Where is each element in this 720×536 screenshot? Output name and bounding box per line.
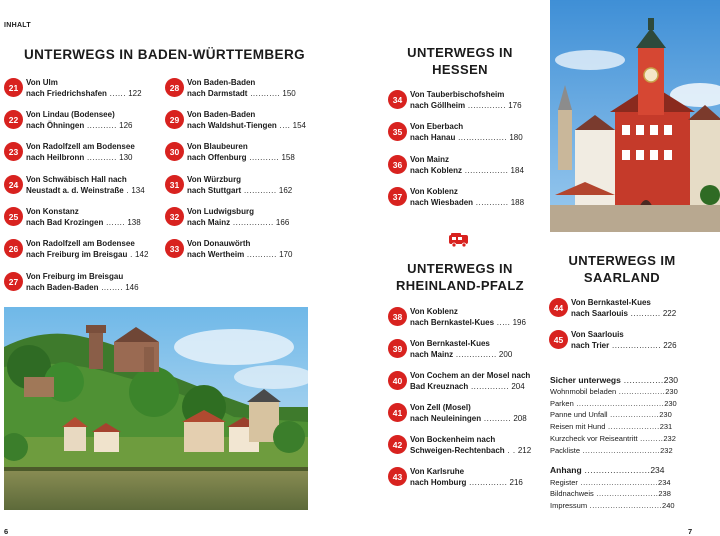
tour-number-badge: 36 [388,155,407,174]
tour-to-line [26,217,141,228]
tour-to: nach Saarlouis [571,309,628,318]
section-title-rlp [390,260,530,294]
tour-text [187,109,306,131]
tour-page: 170 [279,250,293,259]
tour-to: nach Heilbronn [26,153,85,162]
section-title-hessen [390,44,530,78]
tour-text [187,206,289,228]
misc-label: Kurzcheck vor Reiseantritt [550,434,638,443]
tour-text [26,206,141,228]
dot-leader: .............. [465,101,506,110]
tour-text [26,174,145,196]
misc-page: 238 [658,489,671,498]
tour-page: 146 [125,283,139,292]
tour-number-badge: 44 [549,298,568,317]
dot-leader: .............................. [580,446,661,455]
tour-to: Bad Kreuznach [410,382,469,391]
tour-to-line [571,308,676,319]
tour-to-line [410,381,530,392]
tour-page: 130 [119,153,133,162]
misc-item[interactable] [550,410,672,419]
section-title-bw: UNTERWEGS IN BADEN-WÜRTTEMBERG [24,47,305,62]
tour-from: Von Schwäbisch Hall nach [26,175,127,184]
misc-item[interactable] [550,478,671,487]
section-title-rlp-line2: RHEINLAND-PFALZ [395,278,525,293]
dot-leader: ...... [106,89,126,98]
misc-label: Bildnachweis [550,489,594,498]
tour-text [187,77,296,99]
tour-to: nach Mainz [410,350,454,359]
misc-page: 230 [659,410,672,419]
tour-to: Schweigen-Rechtenbach [410,446,505,455]
tour-to: nach Stuttgart [187,186,242,195]
dot-leader: ............................ [587,501,663,510]
misc-item[interactable] [550,399,677,408]
tour-to: nach Homburg [410,478,467,487]
tour-page: 166 [275,218,290,227]
dot-leader: .............. [466,478,508,487]
misc-item[interactable] [550,446,673,455]
dot-leader: .............. [468,382,510,391]
tour-text [410,89,522,111]
dot-leader: .................. [609,341,661,350]
tour-text [187,174,292,196]
section-title-saarland-line1: UNTERWEGS IM [568,253,676,268]
dot-leader: . [127,250,133,259]
misc-label: Register [550,478,578,487]
tour-page: 176 [508,101,522,110]
tour-from: Von Koblenz [410,187,458,196]
tour-number-badge: 27 [4,272,23,291]
tour-from: Von Eberbach [410,122,464,131]
tour-from: Von Mainz [410,155,449,164]
tour-number-badge: 33 [165,239,184,258]
dot-leader: ............ [241,186,277,195]
tour-to-line [26,185,145,196]
dot-leader: . [123,186,130,195]
tour-to: nach Bernkastel-Kues [410,318,495,327]
tour-to-line [187,120,306,131]
tour-number-badge: 31 [165,175,184,194]
tour-to: nach Trier [571,341,610,350]
tour-from: Von Konstanz [26,207,79,216]
tour-text [26,141,135,163]
tour-to: nach Offenburg [187,153,247,162]
misc-label: Panne und Unfall [550,410,608,419]
tour-page: 138 [127,218,141,227]
tour-number-badge: 38 [388,307,407,326]
tour-page: 216 [509,478,523,487]
misc-page: 231 [659,422,673,431]
misc-item[interactable] [550,501,675,510]
tour-from: Von Würzburg [187,175,242,184]
tour-page: 188 [510,198,525,207]
tour-to-line [26,88,142,99]
tour-from: Von Radolfzell am Bodensee [26,142,135,151]
page-number-left: 6 [4,527,9,536]
misc-page: 232 [663,434,676,443]
tour-to: nach Wiesbaden [410,198,474,207]
tour-from: Von Karlsruhe [410,467,465,476]
photo-castle-wertheim [4,307,308,510]
tour-text [410,466,523,488]
tour-text [410,154,524,176]
tour-number-badge: 26 [4,239,23,258]
misc-page: 240 [662,501,675,510]
tour-to: nach Freiburg im Breisgau [26,250,128,259]
tour-to: nach Neuleiningen [410,414,482,423]
tour-page: 162 [278,186,293,195]
tour-to-line [410,477,523,488]
dot-leader: ........... [246,153,280,162]
dot-leader: ......... [637,434,664,443]
tour-from: Von Tauberbischofsheim [410,90,505,99]
tour-to-line [571,340,677,351]
tour-number-badge: 43 [388,467,407,486]
tour-to: nach Waldshut-Tiengen [187,121,277,130]
tour-number-badge: 42 [388,435,407,454]
tour-to: nach Darmstadt [187,89,248,98]
dot-leader: ....................... [581,465,651,475]
dot-leader: ............... [453,350,497,359]
dot-leader: ................ [462,166,509,175]
tour-page: 126 [119,121,133,130]
tour-from: Von Freiburg im Breisgau [26,272,124,281]
tour-number-badge: 35 [388,122,407,141]
misc-label: Parken [550,399,574,408]
section-title-hessen-line1: UNTERWEGS IN [407,45,513,60]
tour-from: Von Donauwörth [187,239,251,248]
tour-text [26,271,139,293]
dot-leader: . . [504,446,516,455]
tour-number-badge: 40 [388,371,407,390]
dot-leader: ............... [230,218,274,227]
tour-from: Von Bernkastel-Kues [410,339,490,348]
tour-from: Von Zell (Mosel) [410,403,471,412]
tour-number-badge: 24 [4,175,23,194]
section-title-rlp-line1: UNTERWEGS IN [407,261,513,276]
tour-to-line [26,282,139,293]
dot-leader: ........... [244,250,277,259]
misc-page: 230 [664,399,677,408]
misc-label: Reisen mit Hund [550,422,606,431]
tour-to-line [410,445,531,456]
dot-leader: .............. [620,375,664,385]
dot-leader: ....... [103,218,126,227]
tour-number-badge: 25 [4,207,23,226]
dot-leader: ........................ [593,489,659,498]
tour-number-badge: 41 [388,403,407,422]
tour-to-line [187,152,295,163]
tour-page: 222 [662,309,677,318]
dot-leader: .................... [605,422,660,431]
tour-text [410,338,512,360]
misc-page: 230 [665,387,678,396]
page-number-right: 7 [688,527,693,536]
dot-leader: ............ [473,198,509,207]
tour-number-badge: 28 [165,78,184,97]
dot-leader: .............................. [577,478,659,487]
dot-leader: ........... [84,121,117,130]
tour-to-line [410,197,524,208]
dot-leader: .................. [616,387,666,396]
tour-to-line [26,249,148,260]
tour-from: Von Saarlouis [571,330,624,339]
tour-from: Von Cochem an der Mosel nach [410,371,531,380]
tour-text [26,109,133,131]
misc-item[interactable] [550,489,671,498]
tour-to: nach Mainz [187,218,231,227]
misc-page: 234 [650,465,665,475]
tour-to: nach Hanau [410,133,456,142]
section-label: INHALT [4,22,31,29]
tour-to-line [187,88,296,99]
misc-page: 230 [663,375,678,385]
dot-leader: .................................. [573,399,665,408]
tour-to-line [187,249,292,260]
misc-item[interactable] [550,422,672,431]
tour-from: Von Ulm [26,78,58,87]
tour-to-line [26,120,133,131]
misc-heading[interactable] [550,375,678,385]
tour-to-line [410,413,527,424]
tour-to-line [410,349,512,360]
tour-from: Von Bockenheim nach [410,435,496,444]
tour-from: Von Lindau (Bodensee) [26,110,115,119]
tour-page: 134 [131,186,145,195]
tour-to-line [26,152,135,163]
tour-text [571,297,676,319]
tour-number-badge: 29 [165,110,184,129]
tour-to-line [187,217,289,228]
tour-page: 142 [135,250,149,259]
misc-item[interactable] [550,387,678,396]
tour-from: Von Blaubeuren [187,142,248,151]
tour-page: 154 [292,121,306,130]
tour-number-badge: 30 [165,142,184,161]
section-title-hessen-line2: HESSEN [432,62,488,77]
tour-number-badge: 22 [4,110,23,129]
tour-text [410,121,523,143]
tour-text [410,306,526,328]
tour-number-badge: 39 [388,339,407,358]
tour-from: Von Bernkastel-Kues [571,298,651,307]
tour-page: 204 [511,382,525,391]
dot-leader: .......... [481,414,512,423]
section-title-saarland-line2: SAARLAND [583,270,661,285]
photo-town-hall [550,0,720,232]
section-title-saarland [552,252,692,286]
tour-to: nach Friedrichshafen [26,89,107,98]
tour-text [410,370,530,392]
tour-page: 122 [128,89,142,98]
tour-text [187,141,295,163]
tour-number-badge: 34 [388,90,407,109]
tour-to: nach Öhningen [26,121,85,130]
tour-to-line [187,185,292,196]
misc-label: Anhang [550,465,582,475]
misc-item[interactable] [550,434,676,443]
tour-to: nach Bad Krozingen [26,218,104,227]
tour-from: Von Ludwigsburg [187,207,254,216]
misc-label: Sicher unterwegs [550,375,621,385]
tour-page: 200 [498,350,513,359]
tour-text [26,238,148,260]
tour-page: 196 [512,318,526,327]
tour-from: Von Koblenz [410,307,458,316]
tour-to-line [410,132,523,143]
misc-heading[interactable] [550,465,665,475]
tour-page: 184 [510,166,524,175]
tour-number-badge: 32 [165,207,184,226]
dot-leader: .... [276,121,291,130]
tour-text [410,186,524,208]
tour-to: nach Koblenz [410,166,463,175]
misc-label: Wohnmobil beladen [550,387,617,396]
misc-label: Impressum [550,501,588,510]
tour-page: 208 [513,414,527,423]
tour-to-line [410,100,522,111]
tour-page: 180 [509,133,523,142]
misc-page: 232 [660,446,673,455]
tour-page: 212 [517,446,532,455]
misc-label: Packliste [550,446,581,455]
tour-to-line [410,165,524,176]
dot-leader: .................. [455,133,508,142]
tour-to-line [410,317,526,328]
tour-text [571,329,677,351]
tour-number-badge: 45 [549,330,568,349]
camper-van-icon [448,232,470,248]
tour-text [26,77,142,99]
dot-leader: ..... [494,318,511,327]
tour-text [410,434,531,456]
tour-number-badge: 23 [4,142,23,161]
tour-to: nach Baden-Baden [26,283,99,292]
tour-to: nach Wertheim [187,250,245,259]
tour-text [410,402,527,424]
tour-page: 150 [282,89,296,98]
tour-text [187,238,292,260]
tour-from: Von Baden-Baden [187,78,256,87]
tour-page: 158 [281,153,295,162]
dot-leader: ........... [627,309,661,318]
tour-to: nach Göllheim [410,101,466,110]
dot-leader: ........ [98,283,123,292]
dot-leader: ........... [247,89,281,98]
dot-leader: ........... [84,153,117,162]
misc-page: 234 [658,478,671,487]
tour-number-badge: 21 [4,78,23,97]
tour-to: Neustadt a. d. Weinstraße [26,186,124,195]
tour-from: Von Baden-Baden [187,110,256,119]
dot-leader: ................... [607,410,660,419]
tour-from: Von Radolfzell am Bodensee [26,239,135,248]
tour-page: 226 [663,341,677,350]
tour-number-badge: 37 [388,187,407,206]
